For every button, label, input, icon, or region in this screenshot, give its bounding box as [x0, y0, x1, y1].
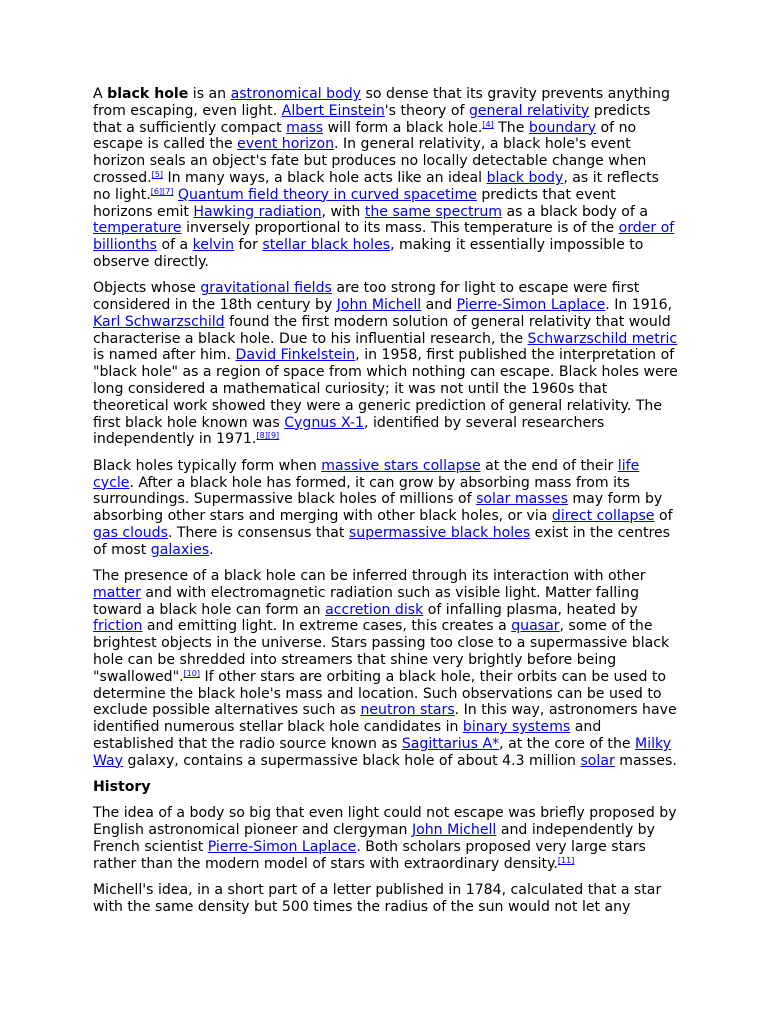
- text-run: is an: [188, 86, 231, 102]
- paragraph: [93, 882, 678, 916]
- paragraph: [93, 458, 678, 559]
- citation-link[interactable]: [4]: [482, 119, 494, 129]
- text-run: The: [493, 119, 529, 136]
- text-run: A: [93, 86, 108, 102]
- citation-link[interactable]: [10]: [183, 668, 200, 678]
- text-run: , with: [321, 203, 365, 220]
- text-run: , identified by several researchers independently in 1971.: [93, 414, 605, 448]
- text-run: . After a black hole has formed, it can grow by absorbing mass from its surroundings. Supermassive black holes of millions of: [93, 474, 630, 508]
- text-run: is named after him.: [93, 347, 236, 364]
- text-run: . In 1916,: [605, 297, 673, 314]
- text-run: predicts that a sufficiently compact: [93, 102, 651, 136]
- link-quasar[interactable]: quasar: [511, 618, 560, 635]
- link-boundary[interactable]: boundary: [528, 119, 597, 136]
- link-john-michell[interactable]: John Michell: [336, 297, 422, 314]
- text-run: Objects whose: [93, 280, 201, 297]
- text-run: of: [654, 508, 673, 525]
- link-neutron-stars[interactable]: neutron stars: [360, 702, 455, 719]
- link-schwarzschild-metric[interactable]: Schwarzschild metric: [527, 330, 678, 347]
- text-run: and independently by French scientist: [93, 822, 655, 855]
- citation-link[interactable]: [11]: [557, 855, 575, 865]
- link-mass[interactable]: mass: [286, 119, 324, 136]
- text-run: and emitting light. In extreme cases, this creates a: [142, 618, 512, 635]
- link-massive-stars-collapse[interactable]: massive stars collapse: [321, 457, 481, 474]
- paragraph: [93, 280, 678, 448]
- text-run: , making it essentially impossible to observe directly.: [93, 237, 644, 270]
- link-gas-clouds[interactable]: gas clouds: [93, 524, 168, 541]
- link-matter[interactable]: matter: [93, 584, 141, 601]
- link-solar[interactable]: solar: [580, 752, 615, 769]
- text-run: at the end of their: [480, 457, 618, 474]
- link-supermassive-black-holes[interactable]: supermassive black holes: [348, 524, 531, 541]
- link-karl-schwarzschild[interactable]: Karl Schwarzschild: [93, 313, 225, 330]
- citation-link[interactable]: [8][9]: [256, 431, 280, 441]
- link-event-horizon[interactable]: event horizon: [237, 136, 335, 153]
- link-binary-systems[interactable]: binary systems: [462, 719, 571, 736]
- text-run: The idea of a body so big that even light could not escape was briefly proposed by English astronomical pioneer and clergyman: [93, 805, 677, 839]
- intro-section: [93, 86, 678, 770]
- text-run: . Both scholars proposed very large stars rather than the modern model of stars with extraordinary density.: [93, 838, 646, 872]
- text-run: exist in the centres of most: [93, 524, 671, 558]
- section-heading-history: History: [93, 779, 151, 796]
- citation-5[interactable]: [152, 170, 163, 179]
- text-run: are too strong for light to escape were first considered in the 18th century by: [93, 280, 640, 314]
- paragraph: [93, 86, 678, 271]
- link-temperature[interactable]: temperature: [93, 220, 182, 237]
- link-pierre-simon-laplace[interactable]: Pierre-Simon Laplace: [207, 838, 357, 855]
- link-pierre-simon-laplace[interactable]: Pierre-Simon Laplace: [456, 297, 606, 314]
- text-run: inversely proportional to its mass. This temperature is of the: [181, 220, 619, 237]
- text-run: and established that the radio source known as: [93, 719, 602, 752]
- text-run: so dense that its gravity prevents anything from escaping, even light.: [93, 86, 670, 119]
- paragraph: [93, 805, 678, 872]
- link-hawking-radiation[interactable]: Hawking radiation: [193, 203, 322, 220]
- text-run: and: [421, 297, 457, 314]
- link-general-relativity[interactable]: general relativity: [468, 102, 590, 119]
- citation-8-9[interactable]: [257, 431, 280, 440]
- text-run: masses.: [614, 752, 677, 769]
- link-kelvin[interactable]: kelvin: [192, 237, 235, 254]
- link-astronomical-body[interactable]: astronomical body: [230, 86, 362, 102]
- text-run: will form a black hole.: [323, 119, 483, 136]
- link-accretion-disk[interactable]: accretion disk: [325, 601, 424, 618]
- link-cygnus-x-1[interactable]: Cygnus X-1: [284, 414, 365, 431]
- text-run: of no escape is called the: [93, 119, 637, 153]
- link-gravitational-fields[interactable]: gravitational fields: [200, 280, 332, 297]
- text-run: .: [209, 541, 214, 558]
- text-run: Black holes typically form when: [93, 457, 322, 474]
- link-the-same-spectrum[interactable]: the same spectrum: [364, 203, 503, 220]
- text-run: The presence of a black hole can be inferred through its interaction with other: [93, 568, 646, 585]
- link-milky-way[interactable]: Milky Way: [93, 735, 672, 769]
- text-run: predicts that event horizons emit: [93, 186, 616, 220]
- text-run: Michell's idea, in a short part of a letter published in 1784, calculated that a star with the same density but 500 times the radius of the sun would not let any: [93, 882, 662, 915]
- text-run: , as it reflects no light.: [93, 169, 659, 203]
- text-run: as a black body of a: [502, 203, 648, 220]
- link-stellar-black-holes[interactable]: stellar black holes: [262, 237, 391, 254]
- text-run: , at the core of the: [499, 735, 636, 752]
- link-galaxies[interactable]: galaxies: [150, 541, 210, 558]
- text-run: and with electromagnetic radiation such as visible light. Matter falling toward a black hole can form an: [93, 584, 640, 618]
- text-run: found the first modern solution of general relativity that would characterise a black hole. Due to his influential research, the: [93, 313, 671, 347]
- link-friction[interactable]: friction: [93, 618, 143, 635]
- text-run: may form by absorbing other stars and merging with other black holes, or via: [93, 491, 663, 525]
- citation-11[interactable]: [558, 856, 574, 865]
- citation-link[interactable]: [6][7]: [150, 186, 174, 196]
- text-run: . There is consensus that: [167, 524, 349, 541]
- text-run: galaxy, contains a supermassive black hole of about 4.3 million: [123, 752, 581, 769]
- citation-4[interactable]: [482, 120, 493, 129]
- text-run: of a: [156, 237, 193, 254]
- link-direct-collapse[interactable]: direct collapse: [551, 508, 655, 525]
- link-black-body[interactable]: black body: [486, 169, 564, 186]
- text-run: If other stars are orbiting a black hole, their orbits can be used to determine the black hole's mass and location. Such observations can be used to exclude possible alternatives such as: [93, 668, 667, 719]
- link-order-of-billionths[interactable]: order of billionths: [93, 220, 675, 254]
- text-run: . In this way, astronomers have identified numerous stellar black hole candidates in: [93, 702, 677, 736]
- history-section: [93, 805, 678, 915]
- citation-6-7[interactable]: [151, 187, 174, 196]
- paragraph: [93, 568, 678, 770]
- article-body: [93, 86, 678, 925]
- citation-link[interactable]: [5]: [151, 169, 163, 179]
- link-quantum-field-theory-in-curved-spacetime[interactable]: Quantum field theory in curved spacetime: [177, 186, 477, 203]
- link-john-michell[interactable]: John Michell: [411, 822, 497, 839]
- text-run: of infalling plasma, heated by: [423, 601, 638, 618]
- citation-10[interactable]: [184, 669, 200, 678]
- text-run: , some of the brightest objects in the universe. Stars passing too close to a supermassive black hole can be shredded into streamers that shine very brightly before being "swallowed".: [93, 618, 670, 685]
- link-solar-masses[interactable]: solar masses: [476, 491, 568, 508]
- text-run: 's theory of: [384, 102, 469, 119]
- text-run: , in 1958, first published the interpretation of "black hole" as a region of space from which nothing can escape. Black holes were long considered a mathematical curiosity; it was not until the 1960s that theoretical work showed they were a generic prediction of general relativity. The first black hole known was: [93, 347, 678, 431]
- text-run: In many ways, a black hole acts like an ideal: [162, 169, 487, 186]
- text-run: for: [234, 237, 263, 254]
- link-albert-einstein[interactable]: Albert Einstein: [281, 102, 385, 119]
- text-run: . In general relativity, a black hole's event horizon seals an object's fate but produces no locally detectable change when crossed.: [93, 136, 647, 186]
- link-life-cycle[interactable]: life cycle: [93, 457, 640, 491]
- bold-term: black hole: [107, 86, 189, 102]
- link-david-finkelstein[interactable]: David Finkelstein: [235, 347, 356, 364]
- link-sagittarius-a[interactable]: Sagittarius A*: [401, 735, 500, 752]
